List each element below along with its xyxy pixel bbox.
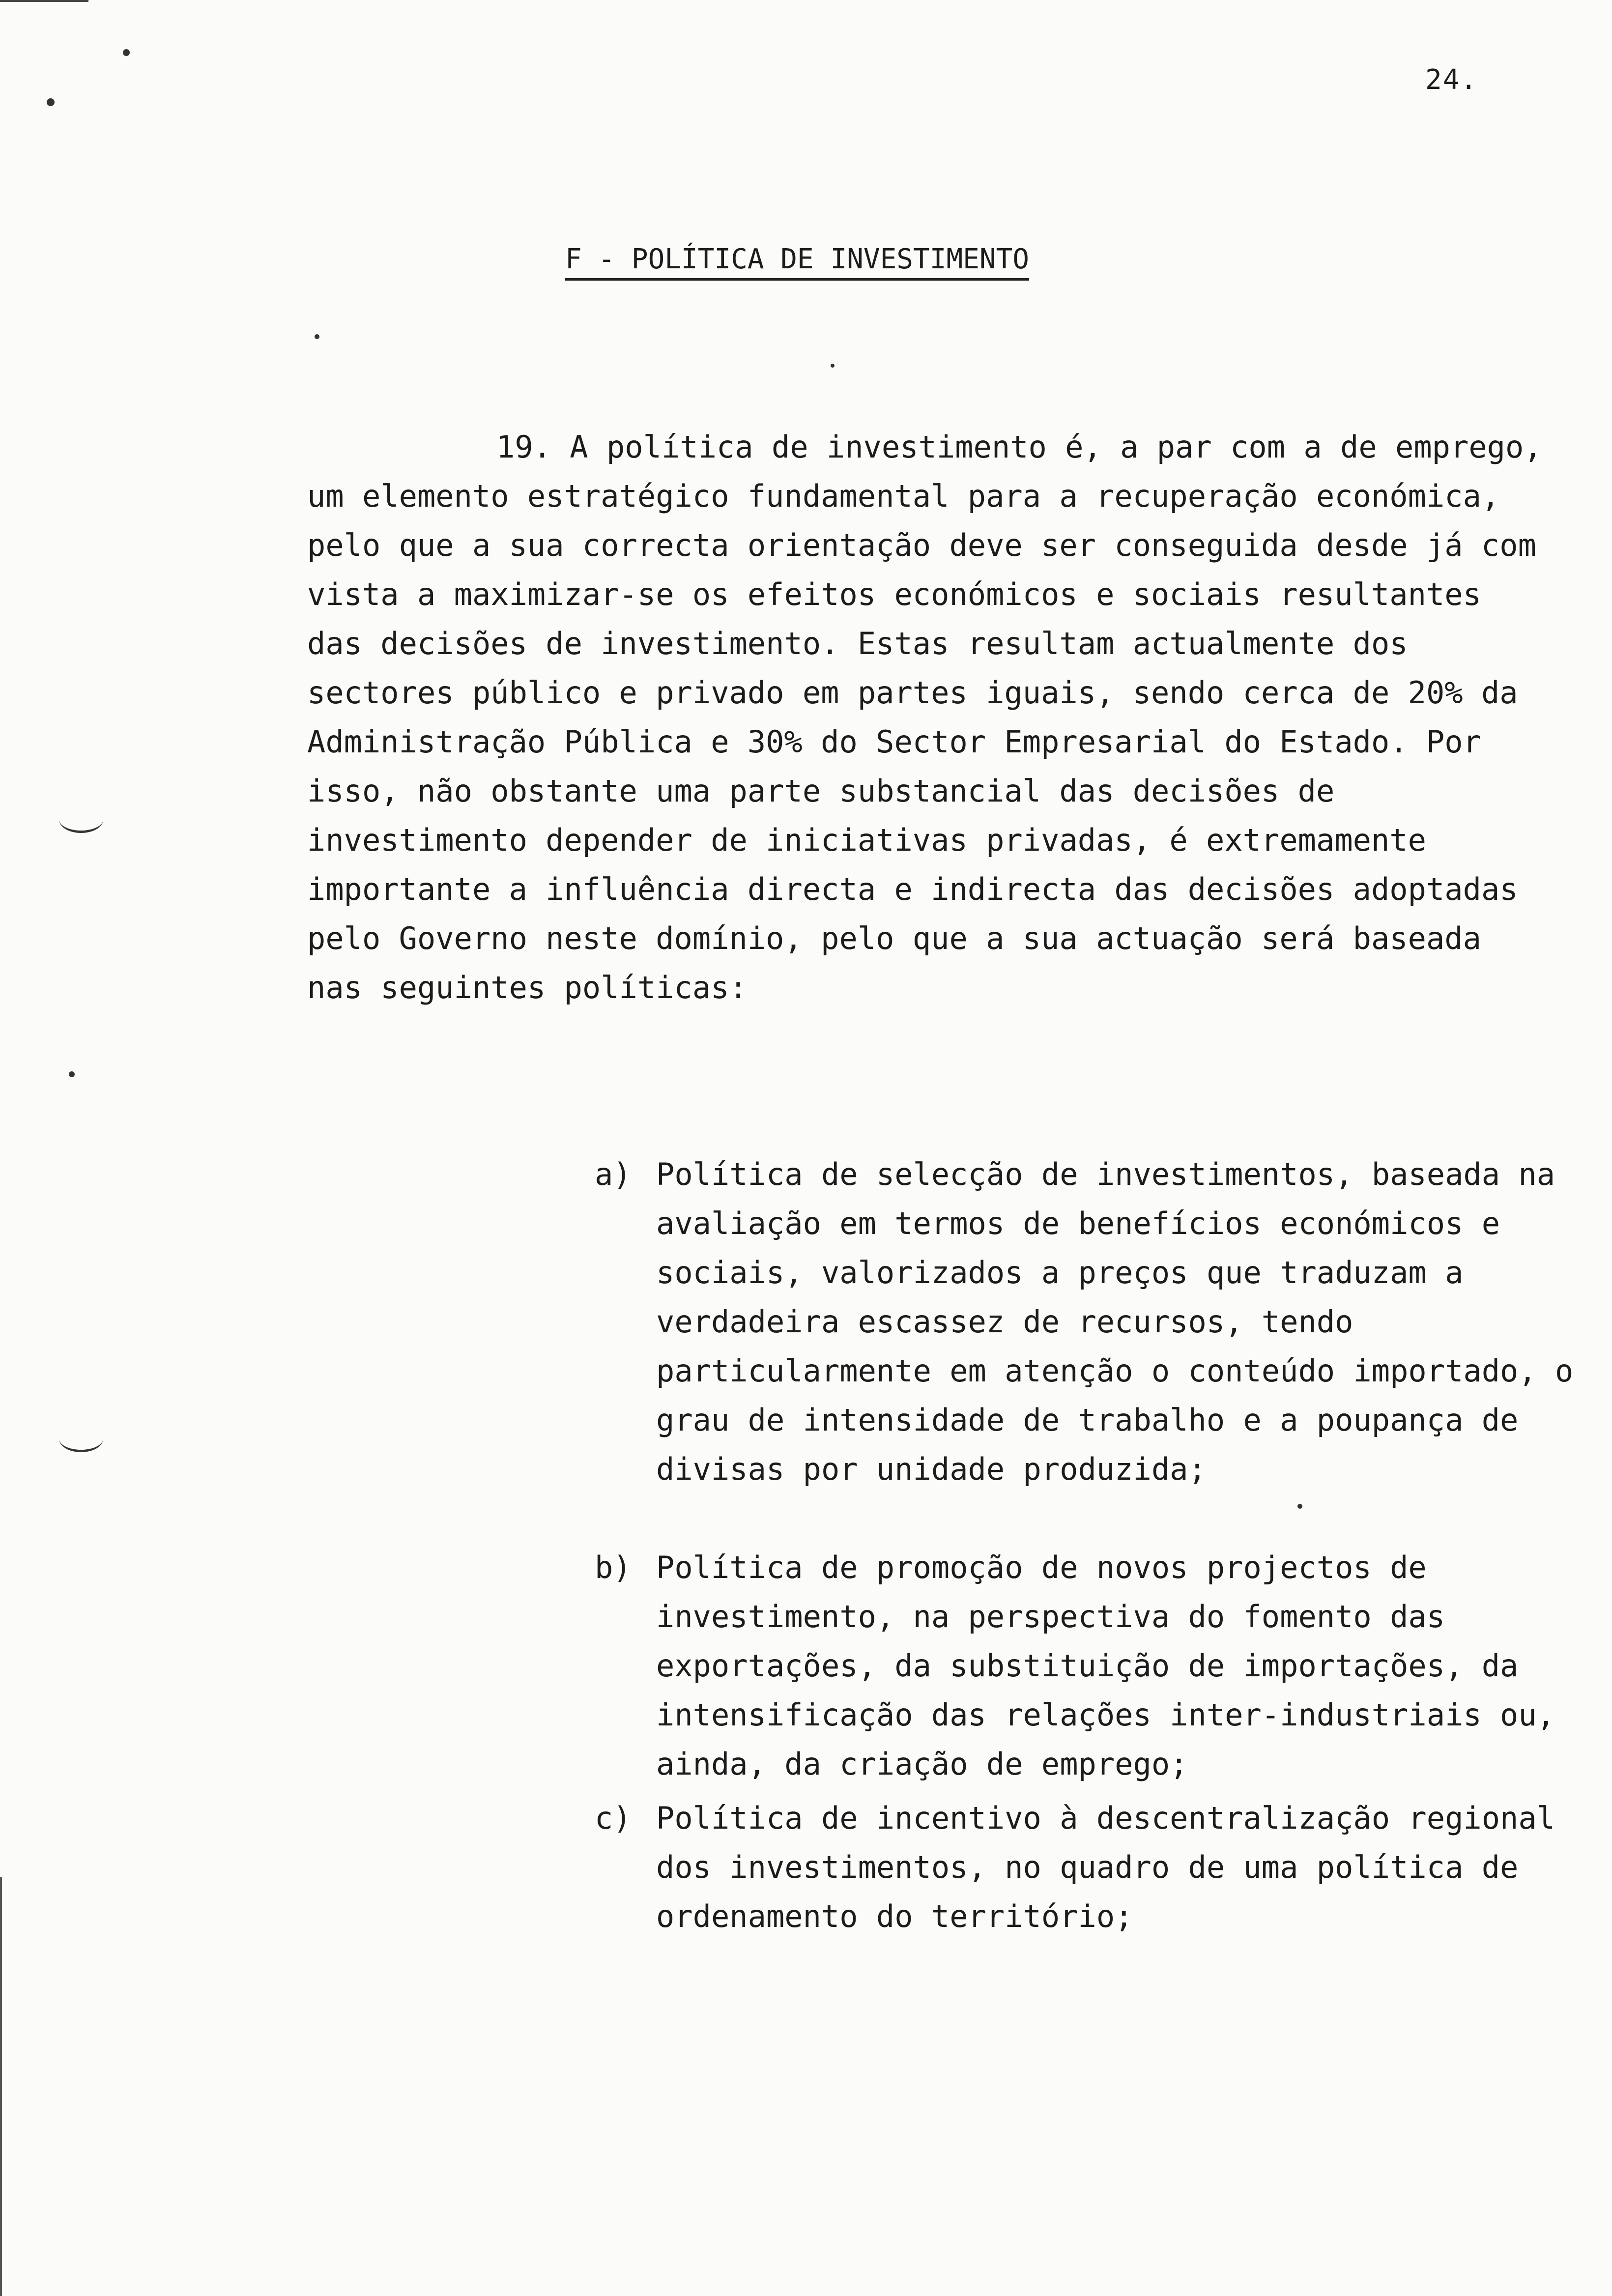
scan-edge-line	[0, 0, 88, 2]
list-item-marker: c)	[595, 1800, 632, 1836]
list-item-marker: b)	[595, 1550, 632, 1585]
scan-edge-line	[0, 1877, 2, 2296]
list-item-text: Política de promoção de novos projectos de investimento, na perspectiva do fomento das exportações, da substituição de importações, da intensificação das relações inter-industriais ou, ainda, da criação de emprego;	[656, 1550, 1555, 1782]
scan-speck	[831, 364, 835, 368]
scan-speck	[47, 98, 55, 106]
list-item-marker: a)	[595, 1156, 632, 1192]
list-item-text: Política de incentivo à descentralização regional dos investimentos, no quadro de uma política de ordenamento do território;	[656, 1800, 1555, 1934]
section-title: F - POLÍTICA DE INVESTIMENTO	[565, 243, 1029, 281]
margin-bracket-mark	[59, 1425, 103, 1452]
scan-speck	[1297, 1504, 1302, 1509]
scan-speck	[69, 1071, 75, 1077]
scan-speck	[123, 49, 130, 56]
margin-bracket-mark	[59, 806, 103, 833]
page-number: 24.	[1425, 64, 1478, 96]
scan-speck	[315, 334, 319, 339]
paragraph-19: 19. A política de investimento é, a par com a de emprego, um elemento estratégico fundamental para a recuperação económica, pelo que a sua correcta orientação deve ser conseguida desde já com vista a maximizar-se os efeitos económicos e sociais resultantes das decisões de investimento. Estas resultam actualmente dos sectores público e privado em partes iguais, sendo cerca de 20% da Administração Pública e 30% do Sector Empresarial do Estado. Por isso, não obstante uma parte substancial das decisões de investimento depender de iniciativas privadas, é extremamente importante a influência directa e indirecta das decisões adoptadas pelo Governo neste domínio, pelo que a sua actuação será baseada nas seguintes políticas:	[307, 429, 1542, 1005]
list-item-text: Política de selecção de investimentos, baseada na avaliação em termos de benefícios económicos e sociais, valorizados a preços que traduzam a verdadeira escassez de recursos, tendo particularmente em atenção o conteúdo importado, o grau de intensidade de trabalho e a poupança de divisas por unidade produzida;	[656, 1156, 1574, 1487]
